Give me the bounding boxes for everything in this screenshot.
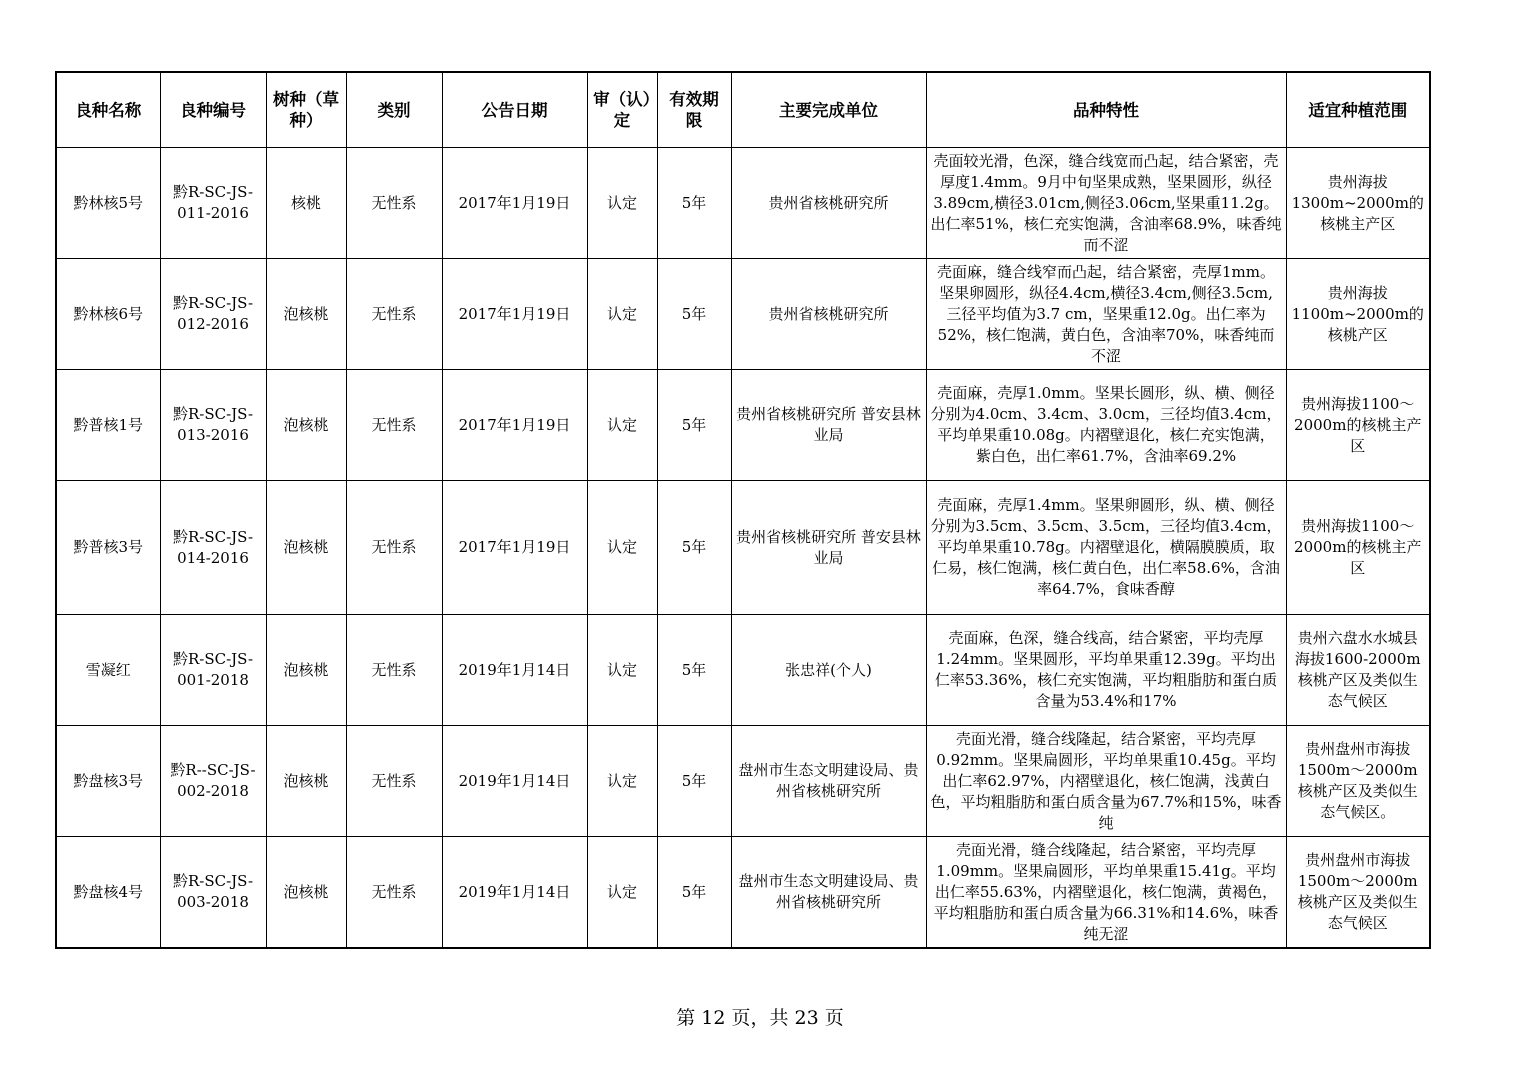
cell-traits: 壳面麻，壳厚1.0mm。坚果长圆形，纵、横、侧径分别为4.0cm、3.4cm、3.0cm，三径均值3.4cm，平均单果重10.08g。内褶壁退化，核仁充实饱满，紫白色，出仁率61.7%，含油率69.2% [926, 370, 1286, 481]
cell-approval: 认定 [587, 726, 657, 837]
cell-range: 贵州海拔1100～2000m的核桃主产区 [1286, 370, 1430, 481]
cell-validity: 5年 [657, 148, 731, 259]
cell-code: 黔R-SC-JS-013-2016 [160, 370, 266, 481]
cell-species: 泡核桃 [266, 370, 346, 481]
cell-code: 黔R-SC-JS-014-2016 [160, 481, 266, 615]
cell-validity: 5年 [657, 481, 731, 615]
header-unit: 主要完成单位 [731, 72, 926, 148]
cell-category: 无性系 [346, 615, 442, 726]
cell-name: 黔盘核3号 [56, 726, 160, 837]
cell-category: 无性系 [346, 259, 442, 370]
cell-validity: 5年 [657, 370, 731, 481]
cell-date: 2019年1月14日 [442, 615, 587, 726]
table-row [56, 148, 1430, 259]
cell-validity: 5年 [657, 837, 731, 949]
cell-species: 泡核桃 [266, 481, 346, 615]
cell-category: 无性系 [346, 370, 442, 481]
header-code: 良种编号 [160, 72, 266, 148]
cell-category: 无性系 [346, 148, 442, 259]
table-row [56, 726, 1430, 837]
cell-unit: 盘州市生态文明建设局、贵州省核桃研究所 [731, 726, 926, 837]
cell-date: 2017年1月19日 [442, 148, 587, 259]
cell-category: 无性系 [346, 837, 442, 949]
cell-name: 黔林核5号 [56, 148, 160, 259]
cell-name: 黔普核3号 [56, 481, 160, 615]
cell-species: 泡核桃 [266, 837, 346, 949]
cell-species: 泡核桃 [266, 615, 346, 726]
cell-approval: 认定 [587, 370, 657, 481]
cell-species: 核桃 [266, 148, 346, 259]
cell-category: 无性系 [346, 726, 442, 837]
header-validity: 有效期限 [657, 72, 731, 148]
cell-code: 黔R-SC-JS-003-2018 [160, 837, 266, 949]
page-number-footer: 第 12 页，共 23 页 [676, 1007, 844, 1029]
cell-range: 贵州六盘水水城县海拔1600-2000m核桃产区及类似生态气候区 [1286, 615, 1430, 726]
cell-approval: 认定 [587, 837, 657, 949]
header-species: 树种（草种） [266, 72, 346, 148]
cell-unit: 张忠祥(个人) [731, 615, 926, 726]
cell-traits: 壳面麻，色深，缝合线高，结合紧密，平均壳厚1.24mm。坚果圆形，平均单果重12.39g。平均出仁率53.36%，核仁充实饱满，平均粗脂肪和蛋白质含量为53.4%和17% [926, 615, 1286, 726]
header-category: 类别 [346, 72, 442, 148]
cell-category: 无性系 [346, 481, 442, 615]
cell-approval: 认定 [587, 615, 657, 726]
cell-validity: 5年 [657, 726, 731, 837]
cell-range: 贵州海拔1300m~2000m的核桃主产区 [1286, 148, 1430, 259]
header-name: 良种名称 [56, 72, 160, 148]
cell-species: 泡核桃 [266, 259, 346, 370]
header-approval: 审（认）定 [587, 72, 657, 148]
cell-range: 贵州盘州市海拔1500m～2000m核桃产区及类似生态气候区 [1286, 837, 1430, 949]
cell-approval: 认定 [587, 148, 657, 259]
cell-traits: 壳面麻，缝合线窄而凸起，结合紧密，壳厚1mm。坚果卵圆形，纵径4.4cm,横径3.4cm,侧径3.5cm, 三径平均值为3.7 cm，坚果重12.0g。出仁率为52%，核仁饱满，黄白色，含油率70%，味香纯而不涩 [926, 259, 1286, 370]
table-row [56, 370, 1430, 481]
cell-validity: 5年 [657, 259, 731, 370]
cell-name: 黔林核6号 [56, 259, 160, 370]
table-row [56, 615, 1430, 726]
cell-range: 贵州海拔1100～2000m的核桃主产区 [1286, 481, 1430, 615]
cell-traits: 壳面麻，壳厚1.4mm。坚果卵圆形，纵、横、侧径分别为3.5cm、3.5cm、3.5cm，三径均值3.4cm，平均单果重10.78g。内褶壁退化，横隔膜膜质，取仁易，核仁饱满，核仁黄白色，出仁率58.6%，含油率64.7%，食味香醇 [926, 481, 1286, 615]
cell-name: 雪凝红 [56, 615, 160, 726]
cell-unit: 贵州省核桃研究所 [731, 148, 926, 259]
table-row [56, 837, 1430, 949]
table-row [56, 481, 1430, 615]
cell-traits: 壳面光滑，缝合线隆起，结合紧密，平均壳厚0.92mm。坚果扁圆形，平均单果重10.45g。平均出仁率62.97%，内褶壁退化，核仁饱满，浅黄白色，平均粗脂肪和蛋白质含量为67.7%和15%，味香纯 [926, 726, 1286, 837]
cell-species: 泡核桃 [266, 726, 346, 837]
cell-date: 2017年1月19日 [442, 481, 587, 615]
table-row [56, 259, 1430, 370]
header-date: 公告日期 [442, 72, 587, 148]
cell-approval: 认定 [587, 259, 657, 370]
cell-traits: 壳面较光滑，色深，缝合线宽而凸起，结合紧密，壳厚度1.4mm。9月中旬坚果成熟，坚果圆形，纵径3.89cm,横径3.01cm,侧径3.06cm,坚果重11.2g。出仁率51%，核仁充实饱满，含油率68.9%，味香纯而不涩 [926, 148, 1286, 259]
header-traits: 品种特性 [926, 72, 1286, 148]
cell-unit: 贵州省核桃研究所 [731, 259, 926, 370]
cell-approval: 认定 [587, 481, 657, 615]
cell-date: 2017年1月19日 [442, 259, 587, 370]
cell-code: 黔R-SC-JS-011-2016 [160, 148, 266, 259]
cell-validity: 5年 [657, 615, 731, 726]
cell-unit: 贵州省核桃研究所 普安县林业局 [731, 370, 926, 481]
header-range: 适宜种植范围 [1286, 72, 1430, 148]
cell-name: 黔普核1号 [56, 370, 160, 481]
cell-traits: 壳面光滑，缝合线隆起，结合紧密，平均壳厚1.09mm。坚果扁圆形，平均单果重15.41g。平均出仁率55.63%，内褶壁退化，核仁饱满，黄褐色，平均粗脂肪和蛋白质含量为66.31%和14.6%，味香纯无涩 [926, 837, 1286, 949]
cell-date: 2019年1月14日 [442, 726, 587, 837]
seed-variety-table [55, 71, 1431, 949]
cell-range: 贵州海拔1100m~2000m的核桃产区 [1286, 259, 1430, 370]
cell-code: 黔R--SC-JS-002-2018 [160, 726, 266, 837]
cell-code: 黔R-SC-JS-001-2018 [160, 615, 266, 726]
cell-name: 黔盘核4号 [56, 837, 160, 949]
cell-date: 2019年1月14日 [442, 837, 587, 949]
cell-unit: 盘州市生态文明建设局、贵州省核桃研究所 [731, 837, 926, 949]
cell-code: 黔R-SC-JS-012-2016 [160, 259, 266, 370]
cell-range: 贵州盘州市海拔1500m～2000m 核桃产区及类似生态气候区。 [1286, 726, 1430, 837]
cell-date: 2017年1月19日 [442, 370, 587, 481]
cell-unit: 贵州省核桃研究所 普安县林业局 [731, 481, 926, 615]
table-header-row [56, 72, 1430, 148]
